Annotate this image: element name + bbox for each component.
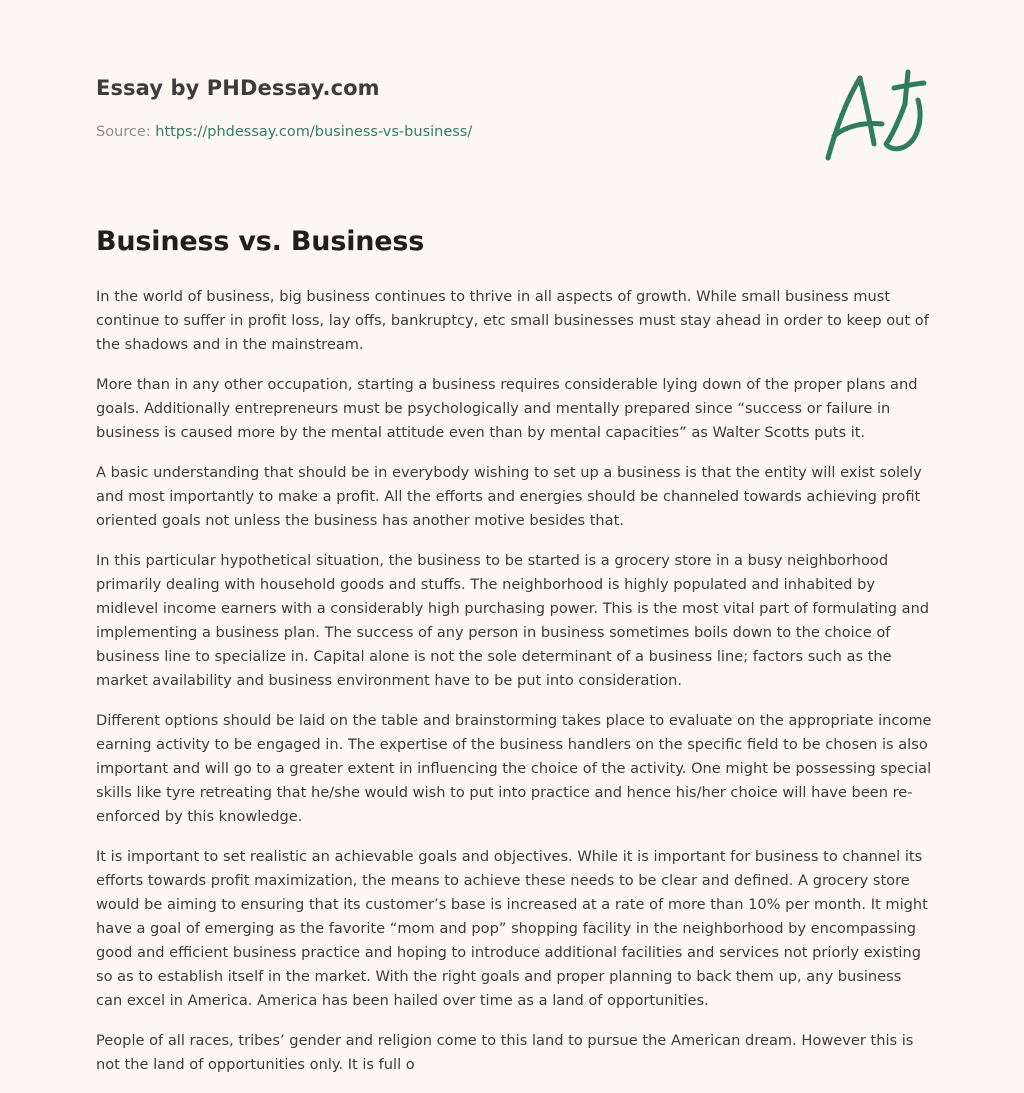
essay-title: Business vs. Business (96, 226, 425, 257)
essay-paragraph: People of all races, tribes’ gender and religion come to this land to pursue the American dream. However this is not the land of opportunities only. It is full o (96, 1032, 914, 1073)
essay-paragraph: Different options should be laid on the table and brainstorming takes place to evaluate on the appropriate income earning activity to be engaged in. The expertise of the business handlers on the specific field to be chosen is also important and will go to a greater extent in influencing the choice of the activity. One might be possessing special skills like tyre retreating that he/she would wish to put into practice and hence his/her choice will have been re-enforced by this knowledge. (96, 712, 932, 825)
source-label: Source: (96, 124, 151, 140)
source-line (96, 124, 472, 140)
essay-paragraph: In this particular hypothetical situation, the business to be started is a grocery store in a busy neighborhood primarily dealing with household goods and stuffs. The neighborhood is highly populated and inhabited by midlevel income earners with a considerably high purchasing power. This is the most vital part of formulating and implementing a business plan. The success of any person in business sometimes boils down to the choice of business line to specialize in. Capital alone is not the sole determinant of a business line; factors such as the market availability and business environment have to be put into consideration. (96, 552, 930, 689)
essay-paragraph: In the world of business, big business continues to thrive in all aspects of growth. While small business must continue to suffer in profit loss, lay offs, bankruptcy, etc small businesses must stay ahead in order to keep out of the shadows and in the mainstream. (96, 288, 929, 353)
essay-paragraph: More than in any other occupation, starting a business requires considerable lying down of the proper plans and goals. Additionally entrepreneurs must be psychologically and mentally prepared since “success or failure in business is caused more by the mental attitude even than by mental capacities” as Walter Scotts puts it. (96, 376, 918, 441)
essay-paragraph: A basic understanding that should be in everybody wishing to set up a business is that the entity will exist solely and most importantly to make a profit. All the efforts and energies should be channeled towards achieving profit oriented goals not unless the business has another motive besides that. (96, 464, 922, 529)
essay-paragraph: It is important to set realistic an achievable goals and objectives. While it is important for business to channel its efforts towards profit maximization, the means to achieve these needs to be clear and defined. A grocery store would be aiming to ensuring that its customer’s base is increased at a rate of more than 10% per month. It might have a goal of emerging as the favorite “mom and pop” shopping facility in the neighborhood by encompassing good and efficient business practice and hoping to introduce additional facilities and services not priorly existing so as to establish itself in the market. With the right goals and proper planning to back them up, any business can excel in America. America has been hailed over time as a land of opportunities. (96, 848, 928, 1009)
a-plus-grade-icon (820, 66, 930, 166)
source-link[interactable]: https://phdessay.com/business-vs-business/ (155, 124, 473, 140)
site-title: Essay by PHDessay.com (96, 76, 380, 100)
essay-body (96, 285, 932, 1093)
